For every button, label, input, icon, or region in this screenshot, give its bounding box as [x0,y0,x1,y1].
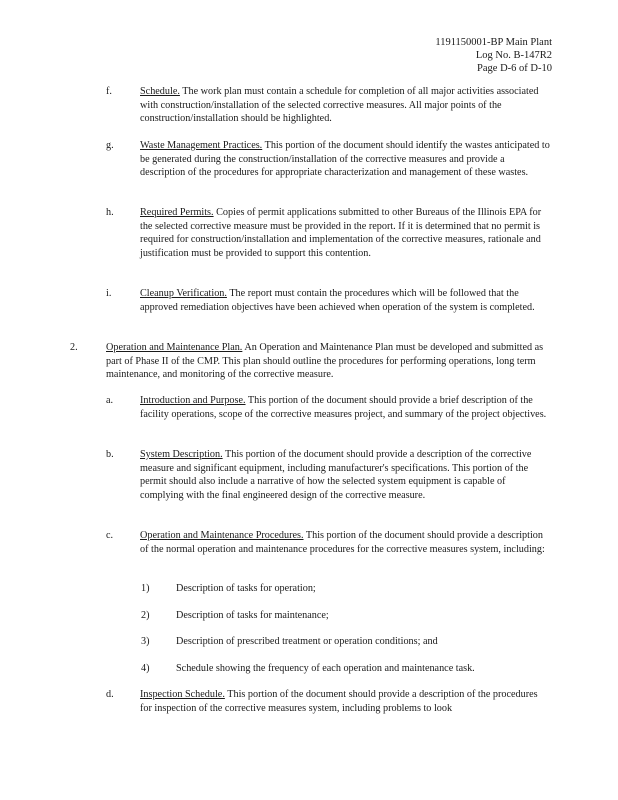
item-body: This portion of the document should provide a description of the normal operation and maintenance procedures for the corrective measures system, including: [140,530,545,555]
section-label: 2. [70,342,78,353]
item-label: i. [106,288,112,299]
item-title: Schedule. [140,86,180,97]
item-label: c. [106,530,114,541]
item-title: Operation and Maintenance Procedures. [140,530,304,541]
item-body: The report must contain the procedures which will be followed that the approved remediation objectives have been achieved when operation of the system is completed. [140,288,535,313]
item-title: Cleanup Verification. [140,288,227,299]
header-log-number: Log No. B-147R2 [475,50,552,61]
item-label: a. [106,395,114,406]
sublist-number: 2) [141,610,150,621]
item-title: Required Permits. [140,207,214,218]
item-title: Waste Management Practices. [140,140,263,151]
item-body: This portion of the document should provide a description of the procedures for inspection of the corrective measures system, including problems to look [140,689,538,714]
item-title: Inspection Schedule. [140,689,225,700]
item-label: f. [106,86,112,97]
sublist-text: Description of prescribed treatment or operation conditions; and [176,636,438,647]
item-label: g. [106,140,114,151]
sublist-text: Schedule showing the frequency of each operation and maintenance task. [176,663,475,674]
sublist-number: 3) [141,636,150,647]
item-body: This portion of the document should identify the wastes anticipated to be generated during the construction/installation of the corrective measures and provide a description of the procedures for appropriate characterization and management of these wastes. [140,140,550,178]
item-body: Copies of permit applications submitted to other Bureaus of the Illinois EPA for the selected corrective measure must be provided in the report. If it is determined that no permit is required for construction/installation and implementation of the corrective measures, rationale and justification must be provided to support this contention. [140,207,542,259]
item-body: This portion of the document should provide a description of the corrective measure and significant equipment, including manufacturer's specifications. This portion of the permit should also include a narrative of how the selected system equipment is capable of complying with the final engineered design of the corrective measure. [140,449,532,501]
header-page-number: Page D-6 of D-10 [477,63,552,74]
item-title: Introduction and Purpose. [140,395,246,406]
header-permit-id: 1191150001-BP Main Plant [435,37,552,48]
sublist-number: 1) [141,583,150,594]
item-label: h. [106,207,114,218]
sublist-text: Description of tasks for operation; [176,583,316,594]
section-title: Operation and Maintenance Plan. [106,342,243,353]
item-body: The work plan must contain a schedule for completion of all major activities associated with construction/installation of the selected corrective measures. All major points of the construction/installation should be highlighted. [140,86,539,124]
sublist-text: Description of tasks for maintenance; [176,610,329,621]
page-header [435,36,552,75]
sublist-number: 4) [141,663,150,674]
section-body: An Operation and Maintenance Plan must be developed and submitted as part of Phase II of the CMP. This plan should outline the procedures for performing operations, long term maintenance, and monitoring of the corrective measure. [106,342,544,380]
item-label: b. [106,449,114,460]
item-title: System Description. [140,449,223,460]
item-body: This portion of the document should provide a brief description of the facility operations, scope of the corrective measures project, and summary of the project objectives. [140,395,547,420]
item-label: d. [106,689,114,700]
